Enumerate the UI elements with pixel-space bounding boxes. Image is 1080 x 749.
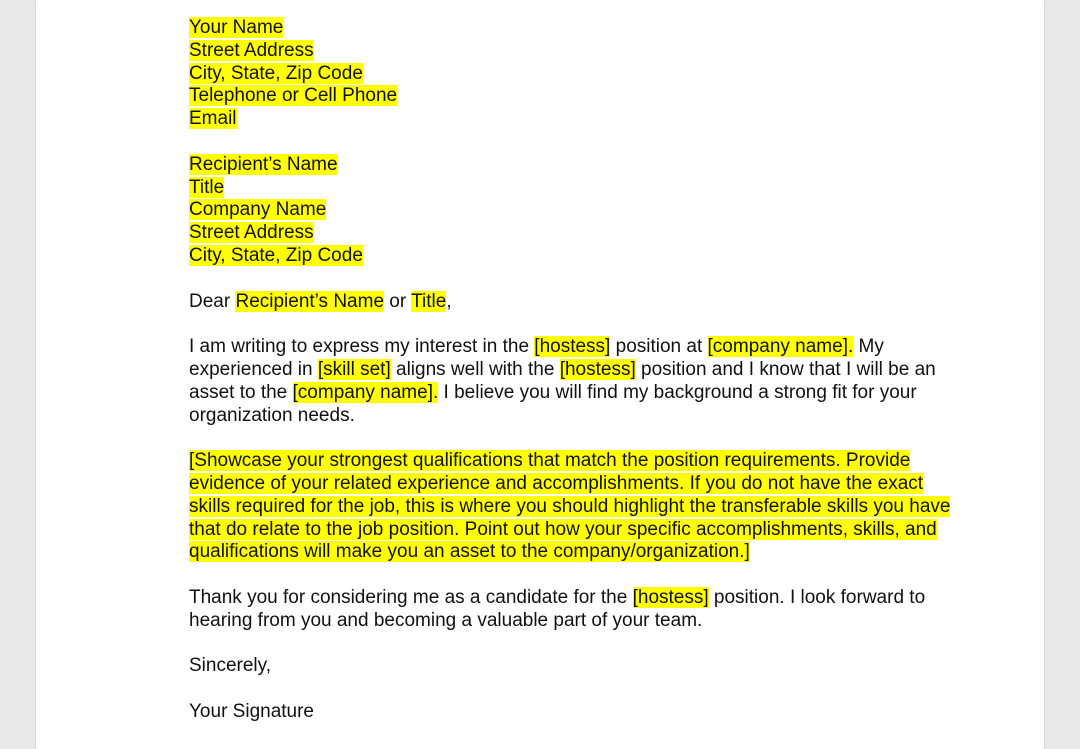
p1-text-5: position and I know that I will be an asset to the [189, 358, 936, 403]
document-page [36, 0, 1044, 749]
p1-placeholder-position: [hostess] [534, 336, 611, 358]
recipient-name: Recipient’s Name [189, 153, 338, 175]
salutation-recipient-name: Recipient’s Name [235, 290, 385, 312]
p1-text-2: position at [610, 336, 708, 358]
sender-city-state-zip: City, State, Zip Code [189, 62, 363, 84]
p1-placeholder-position-2: [hostess] [559, 358, 636, 380]
signature: Your Signature [189, 700, 315, 722]
p1-placeholder-company: [company name]. [707, 336, 854, 358]
cover-letter-body [189, 17, 969, 724]
recipient-city-state-zip: City, State, Zip Code [189, 244, 363, 266]
recipient-company: Company Name [189, 199, 327, 221]
paragraph-qualifications [189, 450, 969, 564]
p1-text-4: aligns well with the [390, 358, 560, 380]
p3-placeholder-position: [hostess] [632, 586, 709, 608]
paragraph-interest [189, 336, 969, 427]
salutation-title: Title [411, 290, 447, 312]
sender-phone: Telephone or Cell Phone [189, 85, 398, 107]
p3-text-1: Thank you for considering me as a candidate for the [189, 586, 633, 608]
p1-text-6: I believe you will find my background a strong fit for your organization needs. [189, 381, 917, 426]
salutation-suffix: , [446, 290, 452, 312]
sender-address-block [189, 17, 969, 131]
paragraph-thank-you [189, 587, 969, 633]
salutation [189, 291, 969, 314]
recipient-title: Title [189, 176, 225, 198]
p2-placeholder-qualifications: [Showcase your strongest qualifications that match the position requirements. Provide evidence of your related experience and accomplishments. If you do not have the exact skills required for the job, this is where you should highlight the transferable skills you have that do relate to the job position. Point out how your specific accomplishments, skills, and qualifications will make you an asset to the company/organization.] [189, 450, 951, 563]
salutation-prefix: Dear [189, 290, 236, 312]
p3-text-2: position. I look forward to hearing from you and becoming a valuable part of your team. [189, 586, 926, 631]
sender-street: Street Address [189, 39, 314, 61]
sender-name: Your Name [189, 17, 284, 38]
p1-text-1: I am writing to express my interest in the [189, 336, 535, 358]
p1-text-3: My experienced in [189, 336, 884, 380]
p1-placeholder-skill-set: [skill set] [317, 358, 391, 380]
salutation-or: or [384, 290, 412, 312]
recipient-address-block [189, 154, 969, 268]
recipient-street: Street Address [189, 222, 314, 244]
sender-email: Email [189, 108, 237, 130]
closing: Sincerely, [189, 655, 272, 677]
p1-placeholder-company-2: [company name]. [292, 381, 439, 403]
